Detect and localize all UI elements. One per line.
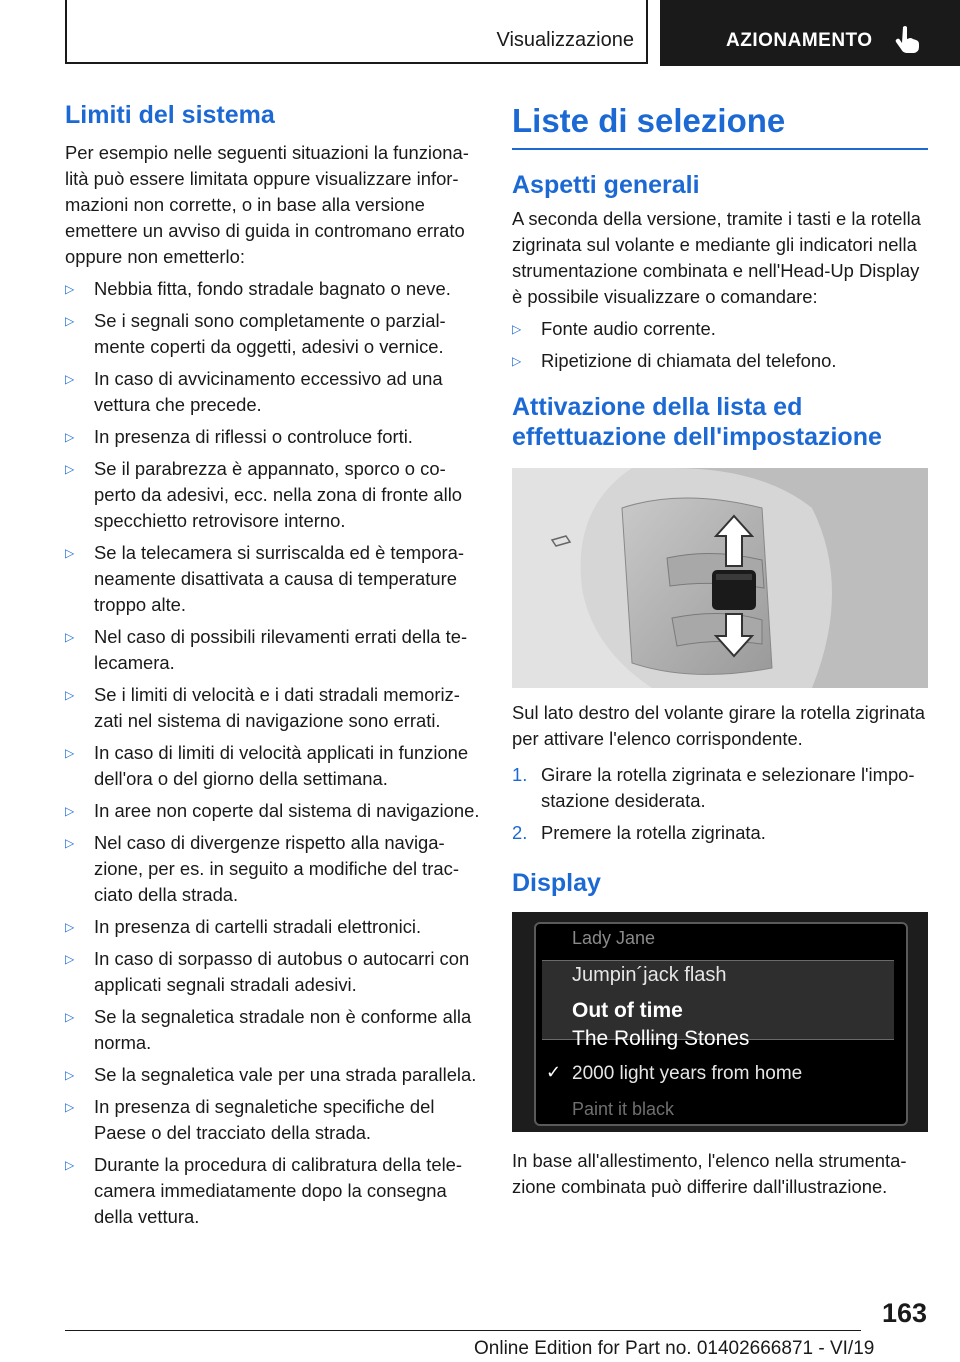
triangle-bullet-icon: ▷ <box>65 836 75 850</box>
display-list-item: Paint it black <box>572 1098 675 1119</box>
triangle-bullet-icon: ▷ <box>65 1068 75 1082</box>
triangle-bullet-icon: ▷ <box>512 353 522 368</box>
system-limits-intro: Per esempio nelle seguenti situazioni la funzionalità può essere limitata oppure visualizzare informazioni non corrette, o in base alla versione emettere un avviso di guida in contromano errato oppure non emetterlo: <box>65 142 469 267</box>
display-list-item: Lady Jane <box>572 927 656 948</box>
selection-lists-title: Liste di selezione <box>512 100 928 150</box>
page-number: 163 <box>881 1298 927 1328</box>
triangle-bullet-icon: ▷ <box>65 688 75 702</box>
list-item: ▷ In caso di limiti di velocità applicati in funzione dell'ora o del giorno della settimana. <box>65 742 469 789</box>
triangle-bullet-icon: ▷ <box>65 314 75 328</box>
triangle-bullet-icon: ▷ <box>65 282 75 296</box>
list-item: ▷ Nel caso di possibili rilevamenti errati della telecamera. <box>65 626 468 673</box>
right-column <box>512 100 928 1200</box>
footer-edition: Online Edition for Part no. 01402666871 - VI/19 <box>474 1338 875 1359</box>
triangle-bullet-icon: ▷ <box>65 920 75 934</box>
list-item: ▷ In presenza di riflessi o controluce forti. <box>65 424 480 450</box>
triangle-bullet-icon: ▷ <box>65 1010 75 1024</box>
list-item: ▷ Nebbia fitta, fondo stradale bagnato o neve. <box>65 276 480 302</box>
display-list-item: Out of time <box>572 998 683 1022</box>
header-section-tab <box>65 0 648 64</box>
activation-text: Sul lato destro del volante girare la rotella zigrinata per attivare l'elenco corrispondente. <box>512 701 925 749</box>
display-list-item: The Rolling Stones <box>572 1026 750 1050</box>
cluster-display-image <box>512 912 928 1132</box>
triangle-bullet-icon: ▷ <box>65 372 75 386</box>
display-list-item: Jumpin´jack flash <box>572 963 727 986</box>
list-item: 2. Premere la rotella zigrinata. <box>512 821 766 843</box>
triangle-bullet-icon: ▷ <box>65 1158 75 1172</box>
general-aspects-list <box>512 316 928 374</box>
pointing-hand-icon <box>894 24 920 54</box>
list-item: 1. Girare la rotella zigrinata e selezionare l'impostazione desiderata. <box>512 763 915 811</box>
list-item: ▷ In caso di avvicinamento eccessivo ad una vettura che precede. <box>65 368 443 415</box>
triangle-bullet-icon: ▷ <box>65 630 75 644</box>
display-note: In base all'allestimento, l'elenco nella strumentazione combinata può differire dall'illustrazione. <box>512 1149 907 1197</box>
list-item: ▷ Se i limiti di velocità e i dati stradali memorizzati nel sistema di navigazione sono errati. <box>65 684 460 731</box>
activation-heading: Attivazione della lista ed effettuazione dell'impostazione <box>512 392 882 451</box>
list-item: ▷ Fonte audio corrente. <box>512 316 928 342</box>
triangle-bullet-icon: ▷ <box>65 462 75 476</box>
header-section-label: Visualizzazione <box>496 29 634 51</box>
list-item: ▷ In aree non coperte dal sistema di navigazione. <box>65 798 480 824</box>
checkmark-icon: ✓ <box>546 1061 562 1082</box>
display-list-item: 2000 light years from home <box>572 1062 803 1084</box>
footer-divider <box>65 1330 861 1331</box>
list-item: ▷ Se la telecamera si surriscalda ed è temporaneamente disattivata a causa di temperature troppo alte. <box>65 542 465 615</box>
triangle-bullet-icon: ▷ <box>65 804 75 818</box>
list-item: ▷ Se la segnaletica stradale non è conforme alla norma. <box>65 1006 472 1053</box>
triangle-bullet-icon: ▷ <box>65 546 75 560</box>
list-item: ▷ In presenza di cartelli stradali elettronici. <box>65 914 480 940</box>
general-aspects-text: A seconda della versione, tramite i tasti e la rotella zigrinata sul volante e mediante gli indicatori nella strumentazione combinata e nell'Head-Up Display è possibile visualizzare o comandare: <box>512 207 921 307</box>
list-item: ▷ In presenza di segnaletiche specifiche del Paese o del tracciato della strada. <box>65 1096 435 1143</box>
display-heading: Display <box>512 868 601 897</box>
triangle-bullet-icon: ▷ <box>512 321 522 336</box>
triangle-bullet-icon: ▷ <box>65 952 75 966</box>
system-limits-list <box>65 276 480 1230</box>
list-item: ▷ Ripetizione di chiamata del telefono. <box>512 348 928 374</box>
triangle-bullet-icon: ▷ <box>65 1100 75 1114</box>
left-column <box>65 100 480 1230</box>
list-item: ▷ Durante la procedura di calibratura della telecamera immediatamente dopo la consegna della vettura. <box>65 1154 463 1227</box>
list-item: ▷ In caso di sorpasso di autobus o autocarri con applicati segnali stradali adesivi. <box>65 948 470 995</box>
activation-steps <box>512 762 928 846</box>
list-item: ▷ Nel caso di divergenze rispetto alla navigazione, per es. in seguito a modifiche del tracciato della strada. <box>65 832 459 905</box>
list-item: ▷ Se la segnaletica vale per una strada parallela. <box>65 1062 480 1088</box>
steering-wheel-illustration <box>512 468 928 688</box>
header-chapter-tab <box>660 0 960 66</box>
triangle-bullet-icon: ▷ <box>65 430 75 444</box>
header-chapter-label: AZIONAMENTO <box>726 30 873 51</box>
triangle-bullet-icon: ▷ <box>65 746 75 760</box>
list-item: ▷ Se i segnali sono completamente o parzialmente coperti da oggetti, adesivi o vernice. <box>65 310 446 357</box>
list-item: ▷ Se il parabrezza è appannato, sporco o coperto da adesivi, ecc. nella zona di fronte allo specchietto retrovisore interno. <box>65 458 463 531</box>
general-aspects-heading: Aspetti generali <box>512 170 700 199</box>
system-limits-heading: Limiti del sistema <box>65 101 275 129</box>
